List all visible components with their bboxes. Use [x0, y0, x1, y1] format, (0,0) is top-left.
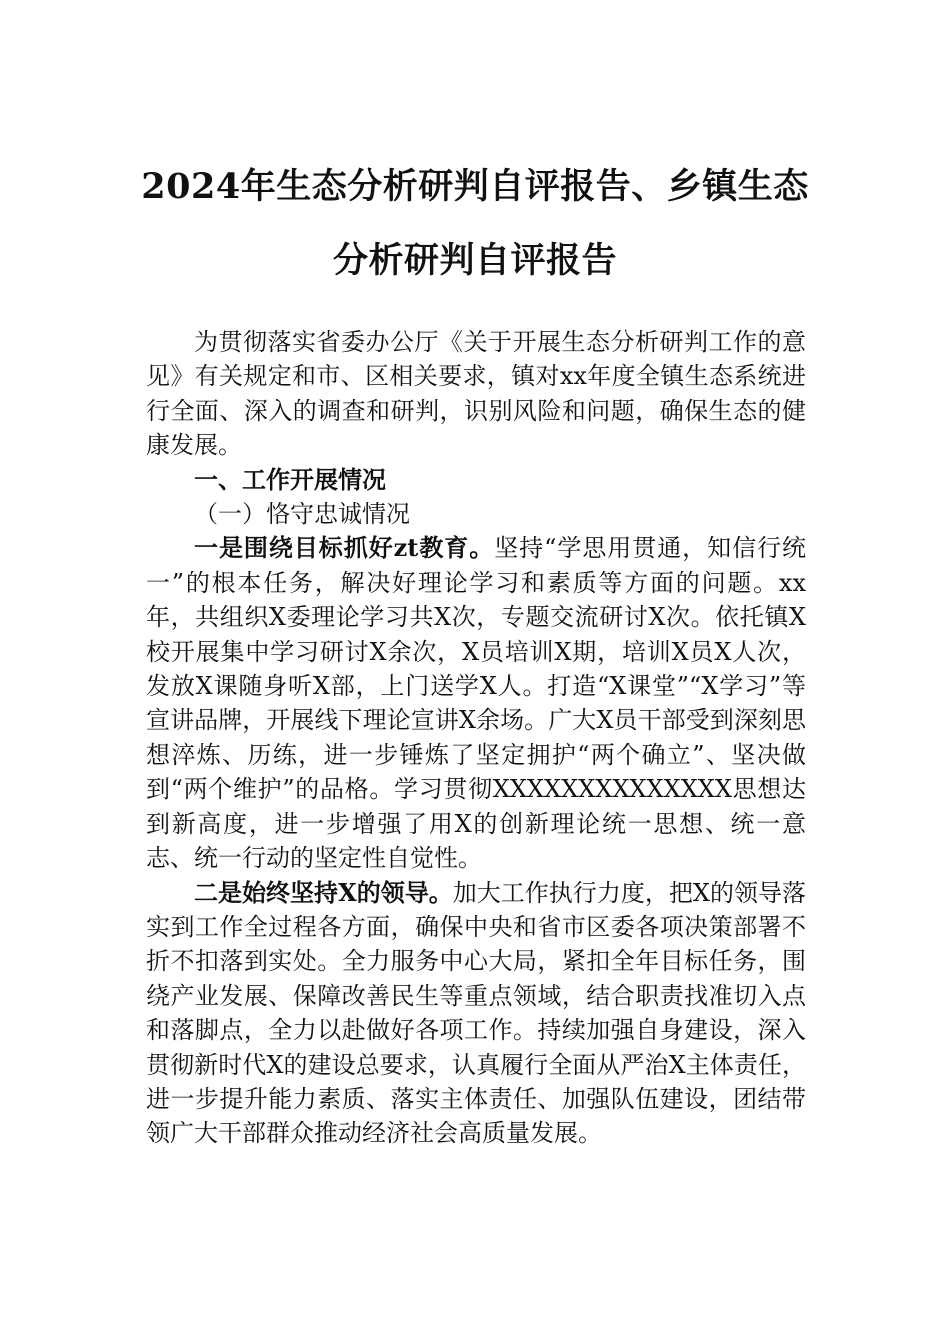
- document-body: [146, 325, 806, 1151]
- point-text-2: 加大工作执行力度，把X的领导落实到工作全过程各方面，确保中央和省市区委各项决策部署不折不扣落到实处。全力服务中心大局，紧扣全年目标任务，围绕产业发展、保障改善民生等重点领域，结合职责找准切入点和落脚点，全力以赴做好各项工作。持续加强自身建设，深入贯彻新时代X的建设总要求，认真履行全面从严治X主体责任，进一步提升能力素质、落实主体责任、加强队伍建设，团结带领广大干部群众推动经济社会高质量发展。: [146, 878, 806, 1148]
- point-paragraph-2: [146, 876, 806, 1151]
- intro-paragraph: 为贯彻落实省委办公厅《关于开展生态分析研判工作的意见》有关规定和市、区相关要求，镇对xx年度全镇生态系统进行全面、深入的调查和研判，识别风险和问题，确保生态的健康发展。: [146, 328, 806, 460]
- subsection-heading: （一）恪守忠诚情况: [194, 500, 410, 529]
- document-title: 2024年生态分析研判自评报告、乡镇生态分析研判自评报告: [141, 166, 809, 281]
- section-heading: 一、工作开展情况: [194, 464, 386, 494]
- point-lead-1: 一是围绕目标抓好zt教育。: [194, 533, 495, 563]
- point-paragraph-1: [146, 531, 806, 875]
- point-text-1: 坚持“学思用贯通，知信行统一”的根本任务，解决好理论学习和素质等方面的问题。xx年，共组织X委理论学习共X次，专题交流研讨X次。依托镇X校开展集中学习研讨X余次，X员培训X期，培训X员X人次，发放X课随身听X部，上门送学X人。打造“X课堂”“X学习”等宣讲品牌，开展线下理论宣讲X余场。广大X员干部受到深刻思想淬炼、历练，进一步锤炼了坚定拥护“两个确立”、坚决做到“两个维护”的品格。学习贯彻XXXXXXXXXXXXXX思想达到新高度，进一步增强了用X的创新理论统一思想、统一意志、统一行动的坚定性自觉性。: [146, 534, 806, 873]
- point-lead-2: 二是始终坚持X的领导。: [194, 877, 453, 907]
